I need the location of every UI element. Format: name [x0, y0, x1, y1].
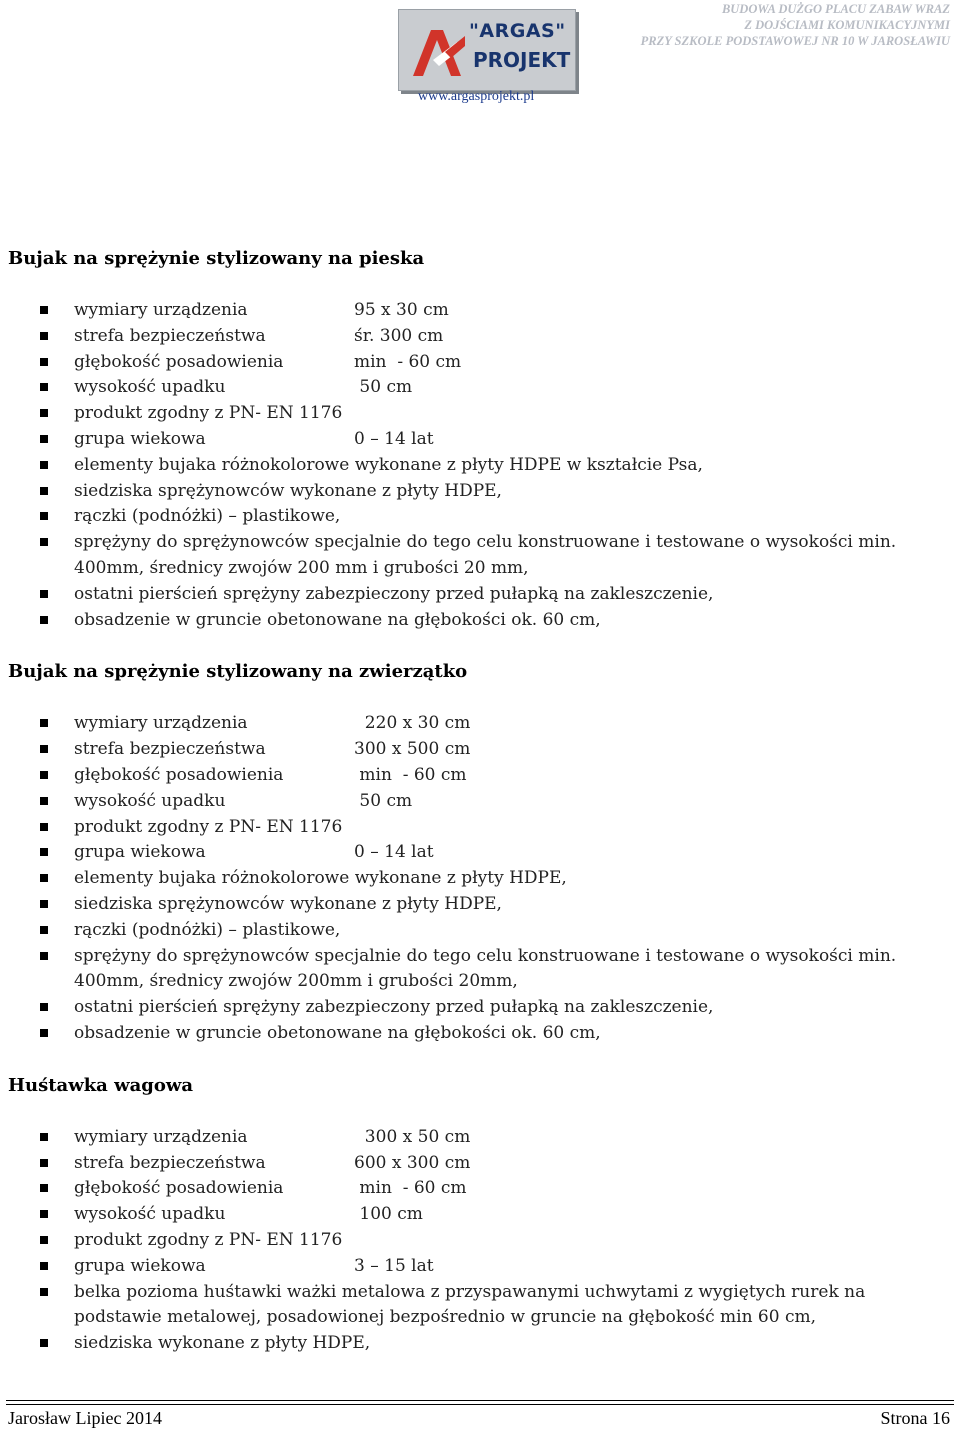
footer-divider [6, 1400, 954, 1405]
spec-item [8, 298, 948, 324]
spec-item [8, 763, 948, 789]
spec-label: strefa bezpieczeństwa [74, 739, 266, 760]
spec-item [8, 1254, 948, 1280]
spec-label: głębokość posadowienia [74, 764, 284, 785]
spec-item [8, 737, 948, 763]
spec-value: min - 60 cm [354, 1178, 467, 1199]
spec-label: głębokość posadowienia [74, 351, 284, 372]
spec-label: produkt zgodny z PN- EN 1176 [74, 1229, 343, 1250]
spec-item [8, 1125, 948, 1151]
list-item: siedziska sprężynowców wykonane z płyty HDPE, [8, 892, 948, 918]
list-item: elementy bujaka różnokolorowe wykonane z płyty HDPE w kształcie Psa, [8, 453, 948, 479]
spec-value: 0 – 14 lat [354, 428, 434, 449]
section-title: Bujak na sprężynie stylizowany na pieska [8, 248, 425, 269]
spec-label: wymiary urządzenia [74, 1126, 248, 1147]
spec-label: grupa wiekowa [74, 428, 206, 449]
list-item: elementy bujaka różnokolorowe wykonane z płyty HDPE, [8, 866, 948, 892]
header-title-line: BUDOWA DUŻGO PLACU ZABAW WRAZ [721, 2, 950, 16]
spec-item [8, 1202, 948, 1228]
spec-value: 50 cm [354, 790, 413, 811]
logo-text-argas: "ARGAS" [469, 20, 566, 42]
spec-label: grupa wiekowa [74, 842, 206, 863]
list-item: sprężyny do sprężynowców specjalnie do tego celu konstruowane i testowane o wysokości min. 400mm, średnicy zwojów 200 mm i grubości 20 mm, [8, 530, 948, 582]
list-item: rączki (podnóżki) – plastikowe, [8, 504, 948, 530]
list-item: obsadzenie w gruncie obetonowane na głębokości ok. 60 cm, [8, 608, 948, 634]
spec-value: 0 – 14 lat [354, 842, 434, 863]
spec-label: wysokość upadku [74, 377, 226, 398]
spec-value: 600 x 300 cm [354, 1152, 471, 1173]
document-body [8, 244, 948, 1381]
list-item: belka pozioma huśtawki ważki metalowa z przyspawanymi uchwytami z wygiętych rurek na podstawie metalowej, posadowionej bezpośrednio w gruncie na głębokość min 60 cm, [8, 1280, 948, 1332]
list-item: siedziska sprężynowców wykonane z płyty HDPE, [8, 479, 948, 505]
list-item: siedziska wykonane z płyty HDPE, [8, 1331, 948, 1357]
spec-value: 50 cm [354, 377, 413, 398]
spec-label: wysokość upadku [74, 1204, 226, 1225]
spec-label: grupa wiekowa [74, 1255, 206, 1276]
spec-item [8, 1151, 948, 1177]
spec-label: wysokość upadku [74, 790, 226, 811]
spec-item [8, 815, 948, 841]
spec-label: wymiary urządzenia [74, 300, 248, 320]
spec-value: min - 60 cm [354, 764, 467, 785]
spec-item [8, 427, 948, 453]
spec-label: produkt zgodny z PN- EN 1176 [74, 816, 343, 837]
spec-item [8, 840, 948, 866]
spec-item [8, 711, 948, 737]
spec-label: produkt zgodny z PN- EN 1176 [74, 403, 343, 424]
company-logo [398, 9, 576, 91]
document-header-title [641, 1, 950, 49]
spec-label: głębokość posadowienia [74, 1178, 284, 1199]
list-item: ostatni pierścień sprężyny zabezpieczony przed pułapką na zakleszczenie, [8, 995, 948, 1021]
spec-label: wymiary urządzenia [74, 713, 248, 734]
spec-list [8, 298, 948, 633]
spec-label: strefa bezpieczeństwa [74, 325, 266, 346]
header-title-line: Z DOJŚCIAMI KOMUNIKACYJNYMI [744, 18, 950, 32]
list-item: rączki (podnóżki) – plastikowe, [8, 918, 948, 944]
list-item: ostatni pierścień sprężyny zabezpieczony przed pułapką na zakleszczenie, [8, 582, 948, 608]
spec-list [8, 1125, 948, 1357]
spec-item [8, 401, 948, 427]
spec-item [8, 1176, 948, 1202]
spec-value: śr. 300 cm [354, 325, 444, 346]
spec-value: 220 x 30 cm [354, 713, 471, 734]
header-title-line: PRZY SZKOLE PODSTAWOWEJ NR 10 W JAROSŁAWIU [640, 34, 950, 48]
list-item: obsadzenie w gruncie obetonowane na głębokości ok. 60 cm, [8, 1021, 948, 1047]
section-title: Bujak na sprężynie stylizowany na zwierzątko [8, 661, 468, 683]
spec-value: min - 60 cm [354, 351, 462, 372]
footer-author: Jarosław Lipiec 2014 [8, 1408, 162, 1428]
spec-value: 300 x 500 cm [354, 739, 471, 760]
spec-value: 3 – 15 lat [354, 1255, 434, 1276]
spec-value: 100 cm [354, 1204, 423, 1225]
spec-item [8, 1228, 948, 1254]
spec-label: strefa bezpieczeństwa [74, 1152, 266, 1173]
spec-item [8, 789, 948, 815]
spec-item [8, 375, 948, 401]
spec-item [8, 324, 948, 350]
argas-logo-mark-icon [409, 22, 467, 80]
spec-value: 300 x 50 cm [354, 1126, 471, 1147]
spec-value: 95 x 30 cm [354, 300, 449, 320]
section-title: Huśtawka wagowa [8, 1074, 194, 1096]
spec-item [8, 350, 948, 376]
spec-list [8, 711, 948, 1046]
footer-page-number: Strona 16 [880, 1408, 950, 1428]
logo-text-projekt: PROJEKT [473, 48, 571, 72]
company-url[interactable]: www.argasprojekt.pl [418, 89, 535, 104]
list-item: sprężyny do sprężynowców specjalnie do tego celu konstruowane i testowane o wysokości min. 400mm, średnicy zwojów 200mm i grubości 20mm, [8, 944, 948, 996]
